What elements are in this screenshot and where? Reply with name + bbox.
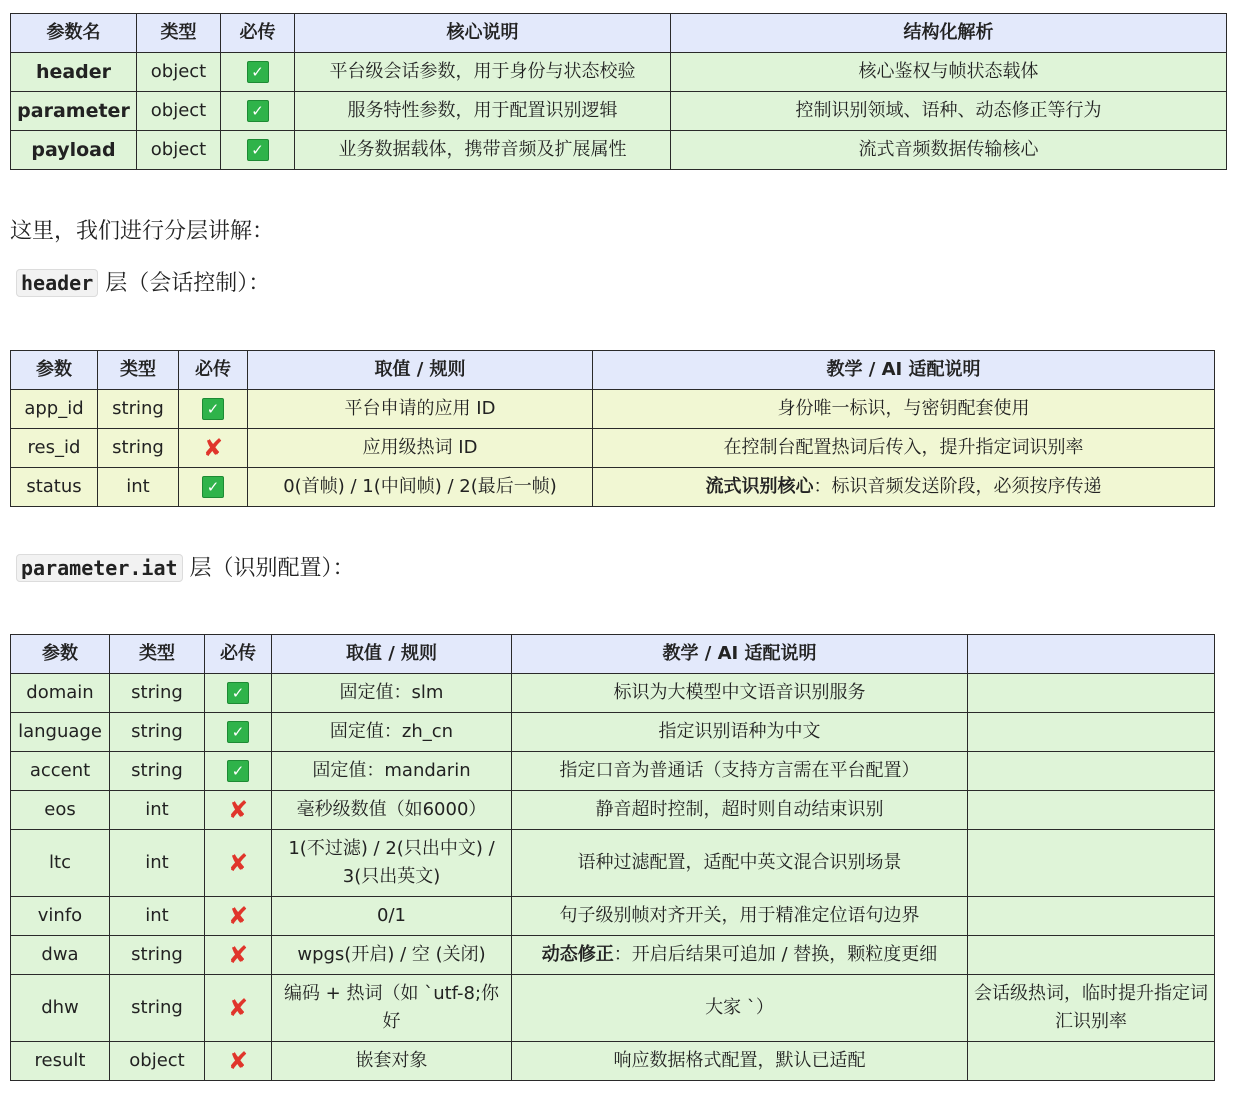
note-cell — [512, 897, 968, 936]
note-cell — [512, 674, 968, 713]
param-name-cell: dhw — [11, 975, 110, 1042]
table-row — [11, 791, 1215, 830]
note-cell — [512, 752, 968, 791]
required-cell — [205, 897, 272, 936]
iat-params-table — [10, 634, 1215, 1081]
note-cell — [512, 713, 968, 752]
required-cell — [205, 975, 272, 1042]
col-header: 核心说明 — [295, 14, 671, 53]
col-header: 取值 / 规则 — [272, 635, 512, 674]
col-header: 参数 — [11, 635, 110, 674]
table-row — [11, 752, 1215, 791]
table-row — [11, 975, 1215, 1042]
required-cell — [205, 1042, 272, 1081]
note-emphasis: 流式识别核心 — [705, 476, 814, 497]
note-text: 静音超时控制，超时则自动结束识别 — [595, 799, 884, 820]
required-cell — [179, 390, 248, 429]
rule-cell: 固定值：slm — [272, 674, 512, 713]
rule-cell: 固定值：mandarin — [272, 752, 512, 791]
cross-mark-icon: ✘ — [227, 1047, 249, 1075]
rule-cell: wpgs(开启) / 空 (关闭) — [272, 936, 512, 975]
rule-cell: 嵌套对象 — [272, 1042, 512, 1081]
note-text: 大家 `） — [705, 997, 774, 1018]
col-header: 类型 — [110, 635, 205, 674]
col-header: 必传 — [179, 351, 248, 390]
param-name-cell: accent — [11, 752, 110, 791]
rule-cell: 固定值：zh_cn — [272, 713, 512, 752]
cross-mark-icon: ✘ — [227, 849, 249, 877]
extra-cell — [968, 674, 1215, 713]
cross-mark-icon: ✘ — [202, 434, 224, 462]
col-header: 必传 — [205, 635, 272, 674]
note-cell — [512, 791, 968, 830]
col-header: 教学 / AI 适配说明 — [593, 351, 1215, 390]
table3-body — [11, 674, 1215, 1081]
note-text: 指定口音为普通话（支持方言需在平台配置） — [559, 760, 920, 781]
extra-cell — [968, 713, 1215, 752]
note-text: 语种过滤配置，适配中英文混合识别场景 — [577, 852, 902, 873]
required-cell — [205, 713, 272, 752]
note-cell — [512, 1042, 968, 1081]
note-cell — [593, 390, 1215, 429]
note-text: 标识为大模型中文语音识别服务 — [613, 682, 866, 703]
note-cell — [512, 936, 968, 975]
rule-cell: 平台申请的应用 ID — [248, 390, 593, 429]
parse-cell: 流式音频数据传输核心 — [671, 131, 1227, 170]
required-cell — [205, 791, 272, 830]
parameter-section-suffix: 层（识别配置）： — [182, 556, 355, 581]
table-row — [11, 53, 1227, 92]
note-emphasis: 动态修正 — [541, 944, 614, 965]
header-code: header — [16, 269, 98, 297]
type-cell: object — [137, 53, 221, 92]
table-row — [11, 1042, 1215, 1081]
type-cell: int — [110, 830, 205, 897]
note-text: 指定识别语种为中文 — [658, 721, 821, 742]
required-cell — [179, 468, 248, 507]
extra-cell — [968, 897, 1215, 936]
extra-cell: 会话级热词，临时提升指定词汇识别率 — [968, 975, 1215, 1042]
cross-mark-icon: ✘ — [227, 994, 249, 1022]
parse-cell: 核心鉴权与帧状态载体 — [671, 53, 1227, 92]
parse-cell: 控制识别领域、语种、动态修正等行为 — [671, 92, 1227, 131]
header-params-table — [10, 350, 1215, 507]
type-cell: int — [110, 897, 205, 936]
table-row — [11, 674, 1215, 713]
table2-body — [11, 390, 1215, 507]
type-cell: object — [137, 92, 221, 131]
table-header-row — [11, 635, 1215, 674]
check-mark-icon: ✓ — [247, 100, 269, 122]
table-header-row — [11, 14, 1227, 53]
check-mark-icon: ✓ — [227, 721, 249, 743]
rule-cell: 1(不过滤) / 2(只出中文) / 3(只出英文) — [272, 830, 512, 897]
note-text: 身份唯一标识，与密钥配套使用 — [777, 398, 1030, 419]
table-row — [11, 897, 1215, 936]
intro-text: 这里，我们进行分层讲解： — [10, 219, 275, 244]
required-cell — [205, 936, 272, 975]
note-cell — [512, 830, 968, 897]
cross-mark-icon: ✘ — [227, 796, 249, 824]
type-cell: object — [110, 1042, 205, 1081]
note-cell — [593, 468, 1215, 507]
check-mark-icon: ✓ — [227, 682, 249, 704]
table-row — [11, 429, 1215, 468]
rule-cell: 应用级热词 ID — [248, 429, 593, 468]
param-name-cell: language — [11, 713, 110, 752]
required-cell — [205, 752, 272, 791]
type-cell: string — [110, 674, 205, 713]
col-header: 类型 — [137, 14, 221, 53]
type-cell: string — [110, 936, 205, 975]
param-name-cell: app_id — [11, 390, 98, 429]
top-level-params-table — [10, 13, 1227, 170]
required-cell — [205, 830, 272, 897]
cross-mark-icon: ✘ — [227, 941, 249, 969]
extra-cell — [968, 1042, 1215, 1081]
check-mark-icon: ✓ — [247, 61, 269, 83]
col-header: 参数 — [11, 351, 98, 390]
parameter-iat-code: parameter.iat — [16, 554, 183, 582]
col-header: 结构化解析 — [671, 14, 1227, 53]
type-cell: int — [98, 468, 179, 507]
rule-cell: 毫秒级数值（如6000） — [272, 791, 512, 830]
header-section-suffix: 层（会话控制）： — [98, 271, 271, 296]
type-cell: int — [110, 791, 205, 830]
col-header — [968, 635, 1215, 674]
param-name-cell: parameter — [11, 92, 137, 131]
param-name-cell: dwa — [11, 936, 110, 975]
col-header: 取值 / 规则 — [248, 351, 593, 390]
type-cell: string — [98, 390, 179, 429]
table-row — [11, 713, 1215, 752]
col-header: 类型 — [98, 351, 179, 390]
type-cell: string — [110, 713, 205, 752]
param-name-cell: domain — [11, 674, 110, 713]
param-name-cell: result — [11, 1042, 110, 1081]
extra-cell — [968, 830, 1215, 897]
type-cell: object — [137, 131, 221, 170]
desc-cell: 服务特性参数，用于配置识别逻辑 — [295, 92, 671, 131]
type-cell: string — [98, 429, 179, 468]
type-cell: string — [110, 752, 205, 791]
table-row — [11, 131, 1227, 170]
col-header: 必传 — [221, 14, 295, 53]
header-section-title — [16, 266, 270, 297]
rule-cell: 0/1 — [272, 897, 512, 936]
table-row — [11, 468, 1215, 507]
desc-cell: 平台级会话参数，用于身份与状态校验 — [295, 53, 671, 92]
desc-cell: 业务数据载体，携带音频及扩展属性 — [295, 131, 671, 170]
rule-cell: 0(首帧) / 1(中间帧) / 2(最后一帧) — [248, 468, 593, 507]
type-cell: string — [110, 975, 205, 1042]
parameter-section-title — [16, 551, 355, 582]
extra-cell — [968, 791, 1215, 830]
param-name-cell: header — [11, 53, 137, 92]
check-mark-icon: ✓ — [202, 476, 224, 498]
table-row — [11, 390, 1215, 429]
required-cell — [221, 53, 295, 92]
note-text: 句子级别帧对齐开关，用于精准定位语句边界 — [559, 905, 920, 926]
param-name-cell: payload — [11, 131, 137, 170]
required-cell — [221, 92, 295, 131]
note-cell — [593, 429, 1215, 468]
rule-cell: 编码 + 热词（如 `utf-8;你好 — [272, 975, 512, 1042]
note-text: ：标识音频发送阶段，必须按序传递 — [813, 476, 1102, 497]
table-header-row — [11, 351, 1215, 390]
extra-cell — [968, 936, 1215, 975]
cross-mark-icon: ✘ — [227, 902, 249, 930]
note-text: ：开启后结果可追加 / 替换，颗粒度更细 — [613, 944, 938, 965]
check-mark-icon: ✓ — [247, 139, 269, 161]
param-name-cell: vinfo — [11, 897, 110, 936]
col-header: 教学 / AI 适配说明 — [512, 635, 968, 674]
required-cell — [221, 131, 295, 170]
note-text: 响应数据格式配置，默认已适配 — [613, 1050, 866, 1071]
required-cell — [179, 429, 248, 468]
col-header: 参数名 — [11, 14, 137, 53]
table-row — [11, 92, 1227, 131]
param-name-cell: ltc — [11, 830, 110, 897]
note-text: 在控制台配置热词后传入，提升指定词识别率 — [723, 437, 1084, 458]
table-row — [11, 936, 1215, 975]
check-mark-icon: ✓ — [227, 760, 249, 782]
check-mark-icon: ✓ — [202, 398, 224, 420]
table-row — [11, 830, 1215, 897]
extra-cell — [968, 752, 1215, 791]
param-name-cell: eos — [11, 791, 110, 830]
required-cell — [205, 674, 272, 713]
note-cell — [512, 975, 968, 1042]
table1-body — [11, 53, 1227, 170]
param-name-cell: status — [11, 468, 98, 507]
param-name-cell: res_id — [11, 429, 98, 468]
